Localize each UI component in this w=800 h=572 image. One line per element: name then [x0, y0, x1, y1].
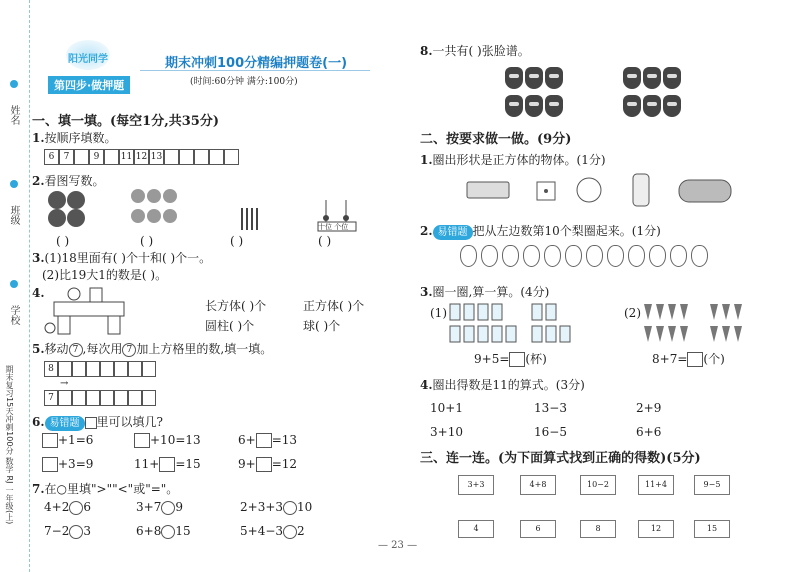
q5-cell	[142, 361, 156, 377]
compare-circle[interactable]	[161, 501, 175, 515]
field-name-label: 姓名	[8, 105, 19, 125]
compare-circle[interactable]	[283, 525, 297, 539]
connect-top-card[interactable]: 9−5	[694, 475, 730, 495]
eq-text: 6+	[238, 433, 256, 447]
equation-option[interactable]: 10+1	[430, 401, 463, 415]
compare-circle[interactable]	[283, 501, 297, 515]
q7-right: 3	[83, 524, 91, 538]
q1-cell[interactable]	[179, 149, 194, 165]
pear-icon[interactable]	[565, 245, 582, 267]
circled-number: 7	[122, 343, 136, 357]
q5-text-a: 移动	[44, 342, 69, 356]
q1-cell: 11	[119, 149, 134, 165]
answer-box[interactable]	[256, 433, 272, 448]
eq-text: 11+	[134, 457, 160, 471]
q5-cell[interactable]	[128, 390, 142, 406]
q6-label: 6.	[32, 415, 45, 429]
header-rule	[140, 70, 370, 71]
compare-circle[interactable]	[161, 525, 175, 539]
q7-left: 2+3+3	[240, 500, 284, 514]
q1-cell[interactable]	[164, 149, 179, 165]
answer-box[interactable]	[42, 433, 58, 448]
q2-answer-blank[interactable]: ( )	[230, 234, 244, 248]
q5-grid-top	[44, 361, 156, 377]
q1	[32, 129, 117, 146]
p2q1-text: 圈出形状是正方体的物体。(1分)	[432, 153, 606, 167]
q4-item: 球( )个	[303, 319, 341, 333]
pear-icon[interactable]	[649, 245, 666, 267]
q3-line1: (1)18里面有( )个十和( )个一。	[44, 251, 212, 265]
error-prone-badge: 易错题	[433, 225, 473, 240]
pear-icon[interactable]	[460, 245, 477, 267]
q1-cell: 9	[89, 149, 104, 165]
q6	[32, 413, 163, 431]
pear-icon[interactable]	[481, 245, 498, 267]
eq-text: 9+5=	[474, 352, 510, 366]
q7-item	[240, 500, 312, 515]
eq-text: =15	[175, 457, 201, 471]
q1-cell[interactable]	[194, 149, 209, 165]
page-number: — 23 —	[378, 540, 418, 551]
pear-icon[interactable]	[586, 245, 603, 267]
connect-bottom-card[interactable]: 8	[580, 520, 616, 538]
q1-cell[interactable]	[224, 149, 239, 165]
connect-bottom-card[interactable]: 6	[520, 520, 556, 538]
page-subtitle: (时间:60分钟 满分:100分)	[190, 77, 298, 87]
answer-box[interactable]	[687, 352, 703, 367]
p2q3-eq1	[474, 350, 547, 367]
field-school-label: 学校	[8, 305, 19, 325]
section-3-title: 三、连一连。(为下面算式找到正确的得数)(5分)	[420, 451, 701, 466]
answer-box[interactable]	[509, 352, 525, 367]
q4-label: 4.	[32, 286, 45, 300]
q4-item: 正方体( )个	[303, 299, 365, 313]
q7-text: 在○里填">""<"或"="。	[44, 482, 179, 496]
q7-item	[136, 500, 183, 515]
watermelon-group-icon	[46, 188, 96, 230]
eq-text: +1=6	[58, 433, 94, 447]
q6-eq	[238, 433, 297, 448]
equation-option[interactable]: 3+10	[430, 425, 463, 439]
q1-cell: 6	[44, 149, 59, 165]
q6-text: 里可以填几?	[96, 415, 163, 429]
q7-right: 6	[83, 500, 91, 514]
p2q1-label: 1.	[420, 153, 433, 167]
cups-icon	[448, 302, 578, 346]
q7-right: 15	[175, 524, 191, 538]
connect-top-card[interactable]: 3+3	[458, 475, 494, 495]
step-label: 第四步·做押题	[48, 76, 130, 94]
q1-cell[interactable]	[104, 149, 119, 165]
equation-option[interactable]: 2+9	[636, 401, 662, 415]
pear-icon[interactable]	[691, 245, 708, 267]
q5-cell	[100, 361, 114, 377]
q7-left: 4+2	[44, 500, 70, 514]
p2q2-label: 2.	[420, 224, 433, 238]
q7-left: 7−2	[44, 524, 70, 538]
sidebar-dot-icon	[10, 180, 18, 188]
pear-icon[interactable]	[607, 245, 624, 267]
q5-cell: 8	[44, 361, 58, 377]
q7-right: 9	[175, 500, 183, 514]
p2q2	[420, 222, 661, 240]
q5-cell[interactable]	[114, 390, 128, 406]
q7-left: 5+4−3	[240, 524, 284, 538]
p2q4-text: 圈出得数是11的算式。(3分)	[432, 378, 585, 392]
q5-cell[interactable]	[58, 390, 72, 406]
q2-text: 看图写数。	[44, 174, 105, 188]
q8-text: 一共有( )张脸谱。	[432, 44, 530, 58]
eq-text: 8+7=	[652, 352, 688, 366]
q5-cell[interactable]	[100, 390, 114, 406]
p2q3	[420, 283, 549, 300]
q7-item	[44, 500, 91, 515]
q6-eq	[42, 433, 93, 448]
q7-left: 3+7	[136, 500, 162, 514]
q2-answer-blank[interactable]: ( )	[56, 234, 70, 248]
q1-cell: 13	[149, 149, 164, 165]
equation-option[interactable]: 13−3	[534, 401, 567, 415]
answer-box[interactable]	[42, 457, 58, 472]
pear-icon[interactable]	[544, 245, 561, 267]
connect-bottom-card[interactable]: 15	[694, 520, 730, 538]
q1-text: 按顺序填数。	[44, 131, 117, 145]
pear-icon[interactable]	[670, 245, 687, 267]
q2-answer-blank[interactable]: ( )	[318, 234, 332, 248]
sidebar-dot-icon	[10, 280, 18, 288]
q5-label: 5.	[32, 342, 45, 356]
sidebar-dot-icon	[10, 80, 18, 88]
q6-eq	[134, 457, 201, 472]
pear-icon[interactable]	[502, 245, 519, 267]
q3-label: 3.	[32, 251, 45, 265]
eq-text: =12	[271, 457, 298, 471]
unit-text: (个)	[703, 352, 725, 366]
unit-text: (杯)	[525, 352, 547, 366]
q1-cell: 12	[134, 149, 149, 165]
compare-circle[interactable]	[69, 501, 83, 515]
q2	[32, 172, 105, 189]
pear-icon[interactable]	[523, 245, 540, 267]
p2q3-label: 3.	[420, 285, 433, 299]
eq-text: =13	[271, 433, 298, 447]
q2-answer-blank[interactable]: ( )	[140, 234, 154, 248]
q7-label: 7.	[32, 482, 45, 496]
q6-eq	[134, 433, 201, 448]
compare-circle[interactable]	[69, 525, 83, 539]
answer-box[interactable]	[256, 457, 272, 472]
equation-option[interactable]: 6+6	[636, 425, 662, 439]
pear-row[interactable]	[460, 245, 712, 267]
answer-box[interactable]	[159, 457, 175, 472]
connect-bottom-card[interactable]: 4	[458, 520, 494, 538]
section-2-title: 二、按要求做一做。(9分)	[420, 132, 572, 147]
p2q2-text: 把从左边数第10个梨圈起来。(1分)	[472, 224, 661, 238]
p2q1	[420, 151, 606, 168]
p2q4	[420, 376, 585, 393]
carrots-icon	[640, 302, 760, 346]
q3-line2: (2)比19大1的数是( )。	[42, 268, 168, 282]
q5	[32, 340, 272, 357]
q5-cell: 7	[44, 390, 58, 406]
q5-text-b: ,每次用	[82, 342, 123, 356]
q5-cell	[114, 361, 128, 377]
q5-cell[interactable]	[142, 390, 156, 406]
answer-box	[85, 417, 97, 429]
q5-text-c: 加上方格里的数,填一填。	[136, 342, 273, 356]
q5-cell	[128, 361, 142, 377]
q7-item	[240, 524, 305, 539]
q1-cell[interactable]	[74, 149, 89, 165]
field-class-label: 班级	[8, 205, 19, 225]
circled-number: 7	[69, 343, 83, 357]
opera-mask-group-icon	[504, 66, 570, 122]
p2q4-label: 4.	[420, 378, 433, 392]
shapes-structure-icon	[44, 284, 134, 336]
q1-number-row	[44, 149, 239, 165]
page-title: 期末冲刺100分精编押题卷(一)	[165, 56, 348, 71]
logo: 阳光同学	[68, 54, 108, 65]
q3	[32, 249, 211, 266]
eq-text: +3=9	[58, 457, 94, 471]
answer-box[interactable]	[134, 433, 150, 448]
connect-bottom-card[interactable]: 12	[638, 520, 674, 538]
q8	[420, 42, 530, 59]
penguin-group-icon	[128, 186, 188, 230]
p2q3-sub1: (1)	[430, 306, 447, 320]
connect-top-card[interactable]: 4+8	[520, 475, 556, 495]
q7-left: 6+8	[136, 524, 162, 538]
section-1-title: 一、填一填。(每空1分,共35分)	[32, 114, 219, 129]
q7-item	[136, 524, 191, 539]
q1-label: 1.	[32, 131, 45, 145]
q7-right: 2	[297, 524, 305, 538]
abacus-labels: 十位 个位	[318, 223, 349, 231]
q5-cell[interactable]	[72, 390, 86, 406]
sticks-bundle-icon	[238, 206, 262, 232]
q5-cell	[58, 361, 72, 377]
p2q3-sub2: (2)	[624, 306, 641, 320]
q7-right: 10	[297, 500, 313, 514]
opera-mask-group-icon	[622, 66, 688, 122]
q4-item: 长方体( )个	[205, 299, 267, 313]
q6-eq	[42, 457, 93, 472]
q8-label: 8.	[420, 44, 433, 58]
pear-icon[interactable]	[628, 245, 645, 267]
shape-objects-icon	[465, 172, 735, 208]
q6-eq	[238, 457, 297, 472]
q1-cell: 7	[59, 149, 74, 165]
q7-item	[44, 524, 91, 539]
sidebar-book-title: 期末复习15天冲刺100分 数学 RJ 一年级(上)	[5, 365, 14, 525]
q2-label: 2.	[32, 174, 45, 188]
q5-cell	[86, 361, 100, 377]
connect-top-card[interactable]: 10−2	[580, 475, 616, 495]
q1-cell[interactable]	[209, 149, 224, 165]
q7	[32, 480, 178, 497]
eq-text: +10=13	[150, 433, 201, 447]
q5-cell[interactable]	[86, 390, 100, 406]
eq-text: 9+	[238, 457, 256, 471]
equation-option[interactable]: 16−5	[534, 425, 567, 439]
p2q3-eq2	[652, 350, 725, 367]
q5-arrow-icon: →	[60, 378, 69, 389]
error-prone-badge: 易错题	[45, 416, 85, 431]
q5-grid-bottom	[44, 390, 156, 406]
q4-item: 圆柱( )个	[205, 319, 255, 333]
q5-cell	[72, 361, 86, 377]
p2q3-text: 圈一圈,算一算。(4分)	[432, 285, 550, 299]
connect-top-card[interactable]: 11+4	[638, 475, 674, 495]
